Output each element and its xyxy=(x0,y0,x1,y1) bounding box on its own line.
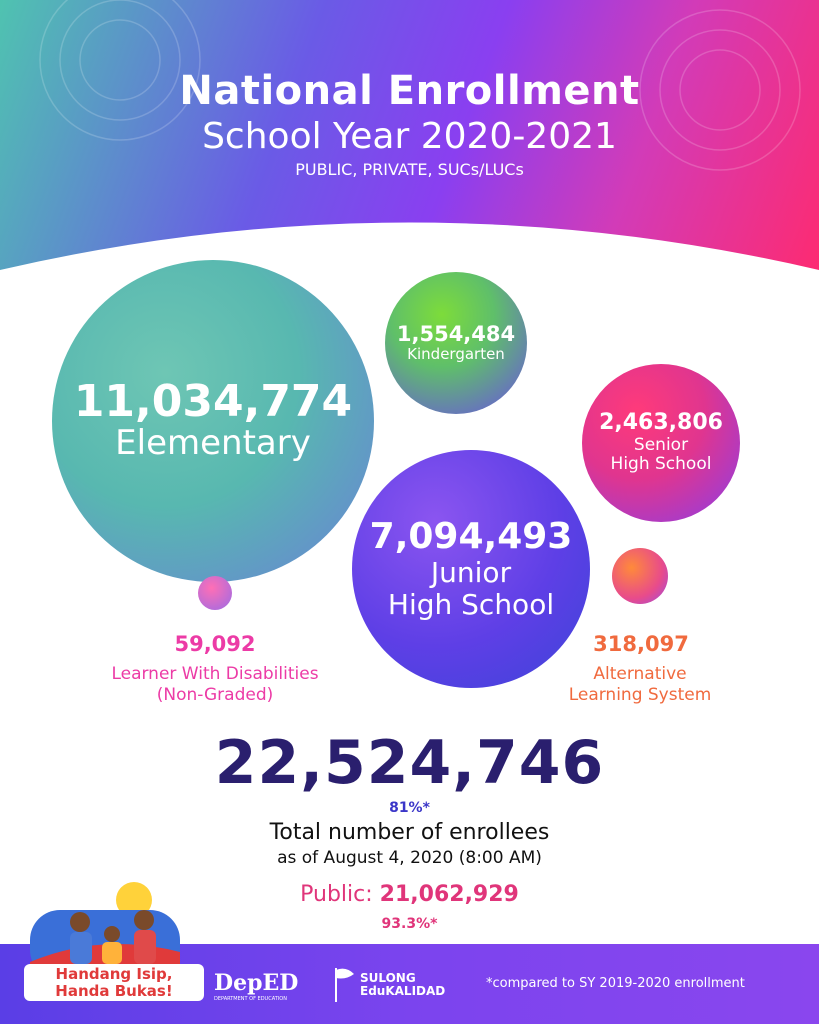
total-percent: 81%* xyxy=(389,800,430,816)
total-label: Total number of enrollees xyxy=(269,820,550,845)
lwd-label-1: Learner With Disabilities xyxy=(111,664,319,684)
page-title: National Enrollment xyxy=(179,68,640,114)
senior-high-label-2: High School xyxy=(610,454,712,475)
lwd-bubble xyxy=(198,576,232,610)
kindergarten-value: 1,554,484 xyxy=(396,321,516,346)
elementary-label: Elementary xyxy=(115,423,311,464)
sulong-line-1: SULONG xyxy=(360,971,416,985)
als-bubble xyxy=(612,548,668,604)
elementary-value: 11,034,774 xyxy=(73,376,353,428)
kindergarten-label: Kindergarten xyxy=(407,344,505,363)
sulong-logo xyxy=(360,972,445,998)
public-value: 21,062,929 xyxy=(379,882,519,907)
als-label xyxy=(545,664,735,707)
scope-text: PUBLIC, PRIVATE, SUCs/LUCs xyxy=(295,160,524,179)
junior-high-label-2: High School xyxy=(387,587,555,621)
senior-high-label-1: Senior xyxy=(633,434,689,455)
senior-high-value: 2,463,806 xyxy=(599,410,723,436)
als-label-2: Learning System xyxy=(568,685,712,706)
public-percent: 93.3%* xyxy=(381,916,438,932)
campaign-line-2: Handa Bukas! xyxy=(55,981,173,1000)
kindergarten-bubble xyxy=(385,272,527,414)
als-label-1: Alternative xyxy=(593,664,687,684)
school-year: School Year 2020-2021 xyxy=(202,116,617,157)
junior-high-value: 7,094,493 xyxy=(369,516,573,558)
junior-high-label-1: Junior xyxy=(430,555,512,589)
deped-logo: DepED xyxy=(214,970,299,996)
as-of-date: as of August 4, 2020 (8:00 AM) xyxy=(277,848,542,868)
sulong-line-2: EduKALIDAD xyxy=(360,984,446,999)
senior-high-bubble xyxy=(582,364,740,522)
campaign-line-1: Handang Isip, xyxy=(55,965,173,983)
public-label: Public: xyxy=(300,882,373,907)
deped-subtitle: DEPARTMENT OF EDUCATION xyxy=(214,996,287,1002)
lwd-label-2: (Non-Graded) xyxy=(156,685,274,706)
lwd-label xyxy=(80,664,350,707)
campaign-slogan xyxy=(24,964,204,1001)
footnote: *compared to SY 2019-2020 enrollment xyxy=(486,976,745,991)
total-enrollees-value: 22,524,746 xyxy=(214,728,605,798)
junior-high-bubble xyxy=(352,450,590,688)
sulong-flag-icon xyxy=(332,966,356,1004)
lwd-value: 59,092 xyxy=(174,632,256,656)
als-value: 318,097 xyxy=(593,632,689,656)
elementary-bubble xyxy=(52,260,374,582)
